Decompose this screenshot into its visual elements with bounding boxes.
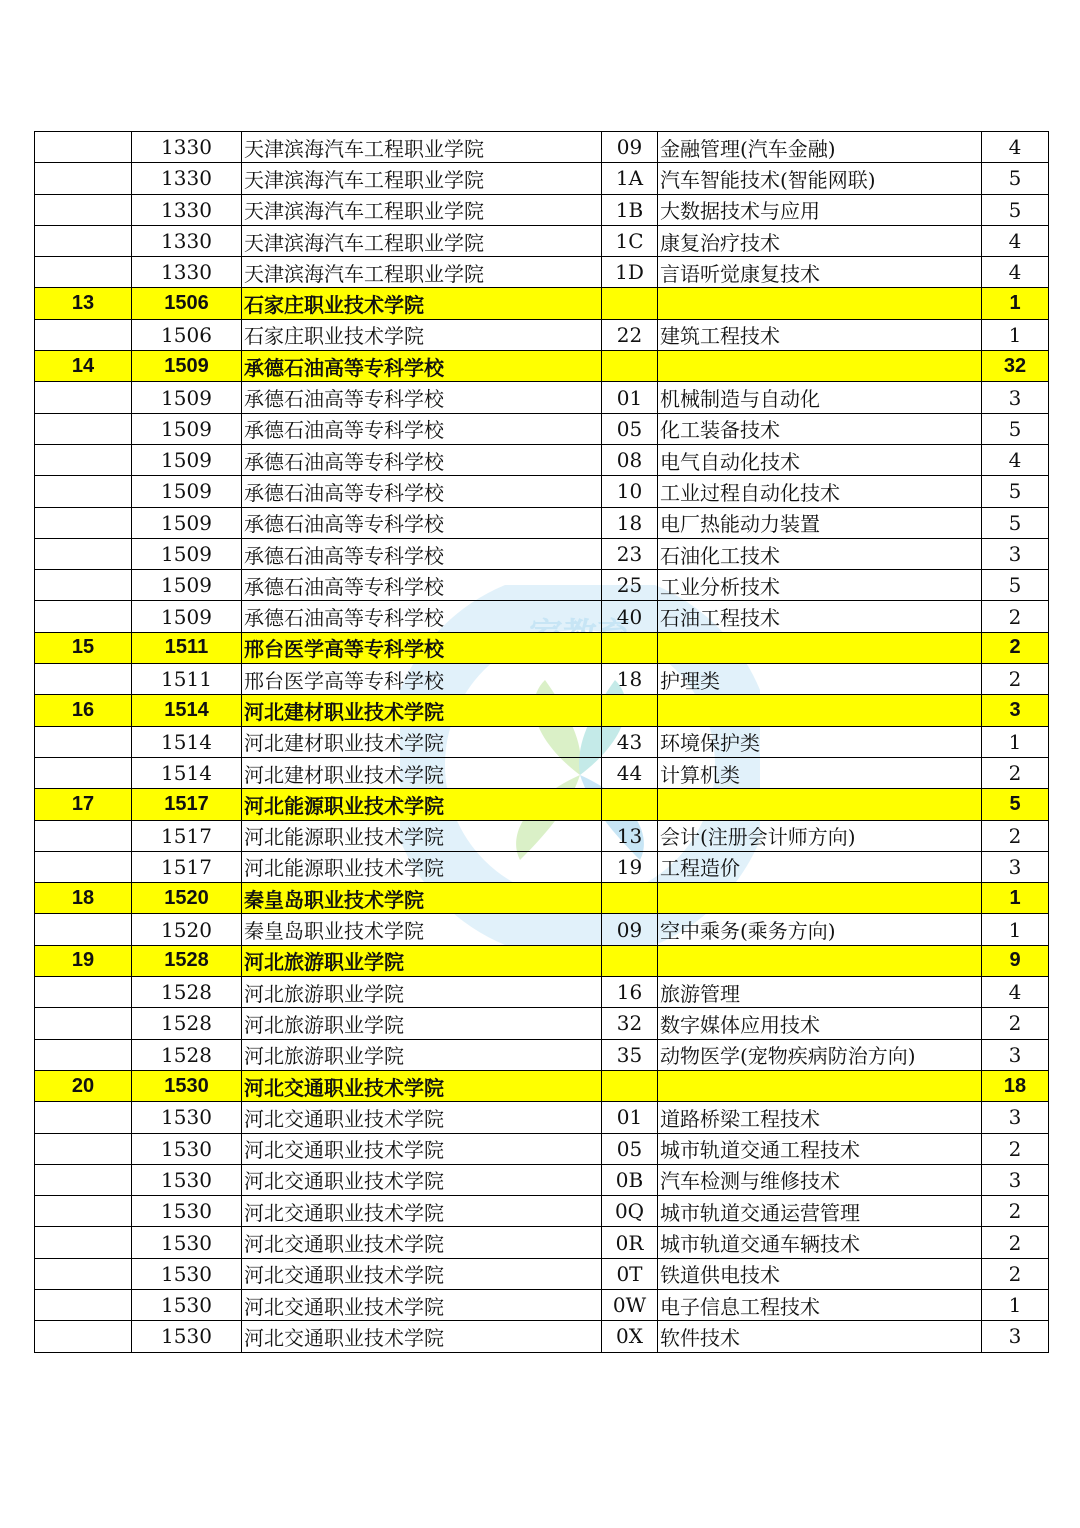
major-name-cell: 石油工程技术 — [658, 601, 982, 632]
school-code-cell: 1511 — [132, 664, 242, 695]
school-summary-row — [35, 351, 1049, 382]
school-code-cell: 1530 — [132, 1196, 242, 1227]
count-cell: 2 — [982, 1133, 1049, 1164]
major-code-cell: 22 — [602, 319, 658, 350]
major-detail-row — [35, 726, 1049, 757]
school-name-cell: 天津滨海汽车工程职业学院 — [242, 194, 602, 225]
school-code-cell: 1330 — [132, 257, 242, 288]
school-name-cell: 承德石油高等专科学校 — [242, 601, 602, 632]
school-code-cell: 1528 — [132, 1039, 242, 1070]
count-cell: 18 — [982, 1070, 1049, 1101]
school-code-cell: 1514 — [132, 726, 242, 757]
count-cell: 5 — [982, 163, 1049, 194]
count-cell: 2 — [982, 820, 1049, 851]
school-name-cell: 承德石油高等专科学校 — [242, 444, 602, 475]
major-name-cell — [658, 1070, 982, 1101]
major-code-cell — [602, 632, 658, 663]
school-name-cell: 河北交通职业技术学院 — [242, 1258, 602, 1289]
major-name-cell: 金融管理(汽车金融) — [658, 132, 982, 163]
major-name-cell: 环境保护类 — [658, 726, 982, 757]
major-detail-row — [35, 1196, 1049, 1227]
seq-cell: 17 — [35, 789, 132, 820]
school-code-cell: 1514 — [132, 757, 242, 788]
major-name-cell: 电气自动化技术 — [658, 444, 982, 475]
seq-cell — [35, 444, 132, 475]
school-name-cell: 秦皇岛职业技术学院 — [242, 883, 602, 914]
major-code-cell: 18 — [602, 664, 658, 695]
major-code-cell: 1D — [602, 257, 658, 288]
school-code-cell: 1530 — [132, 1289, 242, 1320]
school-name-cell: 河北旅游职业学院 — [242, 945, 602, 976]
school-name-cell: 河北旅游职业学院 — [242, 1008, 602, 1039]
count-cell: 4 — [982, 132, 1049, 163]
count-cell: 5 — [982, 476, 1049, 507]
school-name-cell: 河北建材职业技术学院 — [242, 695, 602, 726]
seq-cell: 20 — [35, 1070, 132, 1101]
school-code-cell: 1514 — [132, 695, 242, 726]
major-detail-row — [35, 163, 1049, 194]
count-cell: 3 — [982, 695, 1049, 726]
school-name-cell: 天津滨海汽车工程职业学院 — [242, 225, 602, 256]
major-name-cell: 动物医学(宠物疾病防治方向) — [658, 1039, 982, 1070]
count-cell: 2 — [982, 632, 1049, 663]
seq-cell — [35, 1102, 132, 1133]
seq-cell — [35, 1289, 132, 1320]
count-cell: 1 — [982, 319, 1049, 350]
school-summary-row — [35, 789, 1049, 820]
school-name-cell: 河北交通职业技术学院 — [242, 1321, 602, 1352]
major-code-cell — [602, 1070, 658, 1101]
major-code-cell: 16 — [602, 977, 658, 1008]
school-code-cell: 1509 — [132, 570, 242, 601]
school-name-cell: 邢台医学高等专科学校 — [242, 664, 602, 695]
school-code-cell: 1330 — [132, 194, 242, 225]
major-code-cell: 1B — [602, 194, 658, 225]
major-name-cell: 汽车智能技术(智能网联) — [658, 163, 982, 194]
seq-cell — [35, 257, 132, 288]
major-detail-row — [35, 570, 1049, 601]
seq-cell — [35, 1164, 132, 1195]
school-name-cell: 承德石油高等专科学校 — [242, 570, 602, 601]
major-name-cell: 护理类 — [658, 664, 982, 695]
major-code-cell: 10 — [602, 476, 658, 507]
seq-cell: 15 — [35, 632, 132, 663]
major-code-cell: 0W — [602, 1289, 658, 1320]
major-detail-row — [35, 1227, 1049, 1258]
school-code-cell: 1506 — [132, 319, 242, 350]
major-detail-row — [35, 601, 1049, 632]
school-name-cell: 河北交通职业技术学院 — [242, 1289, 602, 1320]
count-cell: 3 — [982, 1102, 1049, 1133]
major-detail-row — [35, 664, 1049, 695]
major-detail-row — [35, 977, 1049, 1008]
school-code-cell: 1330 — [132, 225, 242, 256]
count-cell: 2 — [982, 757, 1049, 788]
school-summary-row — [35, 1070, 1049, 1101]
school-name-cell: 承德石油高等专科学校 — [242, 382, 602, 413]
school-code-cell: 1530 — [132, 1164, 242, 1195]
major-code-cell: 40 — [602, 601, 658, 632]
count-cell: 5 — [982, 194, 1049, 225]
major-code-cell — [602, 288, 658, 319]
school-code-cell: 1509 — [132, 507, 242, 538]
major-name-cell — [658, 632, 982, 663]
count-cell: 2 — [982, 601, 1049, 632]
major-name-cell: 城市轨道交通工程技术 — [658, 1133, 982, 1164]
major-code-cell — [602, 945, 658, 976]
major-name-cell: 数字媒体应用技术 — [658, 1008, 982, 1039]
seq-cell — [35, 977, 132, 1008]
major-detail-row — [35, 914, 1049, 945]
major-name-cell: 城市轨道交通运营管理 — [658, 1196, 982, 1227]
seq-cell — [35, 132, 132, 163]
school-name-cell: 河北交通职业技术学院 — [242, 1102, 602, 1133]
major-name-cell: 汽车检测与维修技术 — [658, 1164, 982, 1195]
school-name-cell: 石家庄职业技术学院 — [242, 288, 602, 319]
major-code-cell: 19 — [602, 851, 658, 882]
school-code-cell: 1509 — [132, 538, 242, 569]
major-name-cell — [658, 883, 982, 914]
school-code-cell: 1509 — [132, 444, 242, 475]
major-name-cell: 大数据技术与应用 — [658, 194, 982, 225]
major-code-cell: 09 — [602, 914, 658, 945]
major-detail-row — [35, 1008, 1049, 1039]
major-name-cell: 电子信息工程技术 — [658, 1289, 982, 1320]
seq-cell: 16 — [35, 695, 132, 726]
seq-cell — [35, 476, 132, 507]
seq-cell — [35, 413, 132, 444]
major-code-cell: 0B — [602, 1164, 658, 1195]
school-name-cell: 石家庄职业技术学院 — [242, 319, 602, 350]
major-detail-row — [35, 1164, 1049, 1195]
count-cell: 1 — [982, 726, 1049, 757]
school-name-cell: 河北能源职业技术学院 — [242, 851, 602, 882]
major-detail-row — [35, 257, 1049, 288]
school-name-cell: 邢台医学高等专科学校 — [242, 632, 602, 663]
school-name-cell: 河北交通职业技术学院 — [242, 1227, 602, 1258]
count-cell: 3 — [982, 851, 1049, 882]
school-name-cell: 承德石油高等专科学校 — [242, 351, 602, 382]
count-cell: 3 — [982, 538, 1049, 569]
major-detail-row — [35, 476, 1049, 507]
seq-cell — [35, 163, 132, 194]
major-detail-row — [35, 507, 1049, 538]
school-code-cell: 1530 — [132, 1227, 242, 1258]
seq-cell — [35, 319, 132, 350]
seq-cell — [35, 1133, 132, 1164]
major-code-cell: 01 — [602, 382, 658, 413]
count-cell: 2 — [982, 1227, 1049, 1258]
major-code-cell — [602, 789, 658, 820]
major-code-cell: 44 — [602, 757, 658, 788]
enrollment-table — [34, 131, 1049, 1353]
seq-cell — [35, 851, 132, 882]
school-code-cell: 1509 — [132, 351, 242, 382]
school-code-cell: 1528 — [132, 977, 242, 1008]
school-name-cell: 天津滨海汽车工程职业学院 — [242, 257, 602, 288]
school-name-cell: 秦皇岛职业技术学院 — [242, 914, 602, 945]
major-code-cell: 0Q — [602, 1196, 658, 1227]
school-name-cell: 河北交通职业技术学院 — [242, 1164, 602, 1195]
major-name-cell: 软件技术 — [658, 1321, 982, 1352]
school-name-cell: 河北旅游职业学院 — [242, 1039, 602, 1070]
major-name-cell: 石油化工技术 — [658, 538, 982, 569]
major-code-cell: 43 — [602, 726, 658, 757]
major-name-cell: 工业分析技术 — [658, 570, 982, 601]
count-cell: 1 — [982, 914, 1049, 945]
major-detail-row — [35, 820, 1049, 851]
major-code-cell: 09 — [602, 132, 658, 163]
school-code-cell: 1530 — [132, 1102, 242, 1133]
count-cell: 1 — [982, 1289, 1049, 1320]
major-detail-row — [35, 382, 1049, 413]
major-name-cell — [658, 789, 982, 820]
major-detail-row — [35, 444, 1049, 475]
school-code-cell: 1520 — [132, 914, 242, 945]
school-summary-row — [35, 288, 1049, 319]
seq-cell — [35, 538, 132, 569]
school-code-cell: 1506 — [132, 288, 242, 319]
count-cell: 1 — [982, 883, 1049, 914]
major-detail-row — [35, 319, 1049, 350]
school-name-cell: 天津滨海汽车工程职业学院 — [242, 163, 602, 194]
major-name-cell: 旅游管理 — [658, 977, 982, 1008]
major-detail-row — [35, 1133, 1049, 1164]
major-name-cell: 化工装备技术 — [658, 413, 982, 444]
seq-cell: 18 — [35, 883, 132, 914]
major-detail-row — [35, 851, 1049, 882]
count-cell: 2 — [982, 664, 1049, 695]
school-code-cell: 1517 — [132, 820, 242, 851]
school-summary-row — [35, 945, 1049, 976]
major-name-cell: 言语听觉康复技术 — [658, 257, 982, 288]
major-code-cell — [602, 695, 658, 726]
major-name-cell: 康复治疗技术 — [658, 225, 982, 256]
count-cell: 9 — [982, 945, 1049, 976]
count-cell: 4 — [982, 225, 1049, 256]
seq-cell — [35, 1258, 132, 1289]
major-name-cell — [658, 945, 982, 976]
major-name-cell — [658, 288, 982, 319]
school-code-cell: 1530 — [132, 1070, 242, 1101]
school-name-cell: 河北交通职业技术学院 — [242, 1133, 602, 1164]
major-name-cell: 计算机类 — [658, 757, 982, 788]
seq-cell — [35, 570, 132, 601]
major-code-cell: 05 — [602, 413, 658, 444]
seq-cell — [35, 757, 132, 788]
major-code-cell: 1C — [602, 225, 658, 256]
count-cell: 4 — [982, 257, 1049, 288]
school-code-cell: 1330 — [132, 132, 242, 163]
seq-cell — [35, 914, 132, 945]
school-summary-row — [35, 695, 1049, 726]
major-code-cell: 08 — [602, 444, 658, 475]
major-code-cell: 1A — [602, 163, 658, 194]
major-name-cell: 工程造价 — [658, 851, 982, 882]
major-detail-row — [35, 194, 1049, 225]
major-code-cell — [602, 883, 658, 914]
school-code-cell: 1511 — [132, 632, 242, 663]
school-name-cell: 承德石油高等专科学校 — [242, 538, 602, 569]
major-name-cell: 城市轨道交通车辆技术 — [658, 1227, 982, 1258]
major-code-cell: 05 — [602, 1133, 658, 1164]
seq-cell — [35, 225, 132, 256]
school-code-cell: 1530 — [132, 1321, 242, 1352]
major-detail-row — [35, 1102, 1049, 1133]
school-code-cell: 1528 — [132, 945, 242, 976]
seq-cell — [35, 601, 132, 632]
count-cell: 2 — [982, 1008, 1049, 1039]
school-code-cell: 1330 — [132, 163, 242, 194]
school-code-cell: 1517 — [132, 789, 242, 820]
school-code-cell: 1530 — [132, 1258, 242, 1289]
major-name-cell: 道路桥梁工程技术 — [658, 1102, 982, 1133]
seq-cell — [35, 1227, 132, 1258]
school-code-cell: 1509 — [132, 476, 242, 507]
count-cell: 3 — [982, 1321, 1049, 1352]
major-detail-row — [35, 1321, 1049, 1352]
major-detail-row — [35, 413, 1049, 444]
school-code-cell: 1509 — [132, 413, 242, 444]
seq-cell: 13 — [35, 288, 132, 319]
major-name-cell: 工业过程自动化技术 — [658, 476, 982, 507]
school-name-cell: 河北交通职业技术学院 — [242, 1196, 602, 1227]
major-detail-row — [35, 538, 1049, 569]
school-name-cell: 承德石油高等专科学校 — [242, 476, 602, 507]
seq-cell — [35, 1008, 132, 1039]
seq-cell: 14 — [35, 351, 132, 382]
count-cell: 3 — [982, 1164, 1049, 1195]
school-code-cell: 1528 — [132, 1008, 242, 1039]
school-name-cell: 河北建材职业技术学院 — [242, 726, 602, 757]
school-name-cell: 河北能源职业技术学院 — [242, 820, 602, 851]
school-summary-row — [35, 632, 1049, 663]
major-detail-row — [35, 1289, 1049, 1320]
school-name-cell: 天津滨海汽车工程职业学院 — [242, 132, 602, 163]
major-code-cell: 35 — [602, 1039, 658, 1070]
major-code-cell: 13 — [602, 820, 658, 851]
major-name-cell: 建筑工程技术 — [658, 319, 982, 350]
major-detail-row — [35, 1258, 1049, 1289]
major-code-cell: 32 — [602, 1008, 658, 1039]
major-name-cell: 会计(注册会计师方向) — [658, 820, 982, 851]
seq-cell — [35, 1196, 132, 1227]
major-code-cell: 0R — [602, 1227, 658, 1258]
count-cell: 3 — [982, 382, 1049, 413]
major-detail-row — [35, 132, 1049, 163]
major-code-cell: 0T — [602, 1258, 658, 1289]
seq-cell: 19 — [35, 945, 132, 976]
count-cell: 1 — [982, 288, 1049, 319]
major-code-cell: 01 — [602, 1102, 658, 1133]
count-cell: 3 — [982, 1039, 1049, 1070]
school-code-cell: 1530 — [132, 1133, 242, 1164]
seq-cell — [35, 1039, 132, 1070]
school-name-cell: 承德石油高等专科学校 — [242, 507, 602, 538]
school-summary-row — [35, 883, 1049, 914]
count-cell: 2 — [982, 1258, 1049, 1289]
major-code-cell: 0X — [602, 1321, 658, 1352]
count-cell: 4 — [982, 444, 1049, 475]
major-name-cell — [658, 351, 982, 382]
school-name-cell: 河北能源职业技术学院 — [242, 789, 602, 820]
major-name-cell: 电厂热能动力装置 — [658, 507, 982, 538]
school-code-cell: 1517 — [132, 851, 242, 882]
seq-cell — [35, 382, 132, 413]
count-cell: 5 — [982, 413, 1049, 444]
count-cell: 5 — [982, 570, 1049, 601]
seq-cell — [35, 507, 132, 538]
count-cell: 5 — [982, 789, 1049, 820]
seq-cell — [35, 194, 132, 225]
school-code-cell: 1509 — [132, 601, 242, 632]
major-name-cell: 机械制造与自动化 — [658, 382, 982, 413]
school-name-cell: 承德石油高等专科学校 — [242, 413, 602, 444]
major-code-cell: 18 — [602, 507, 658, 538]
enrollment-table-body — [35, 132, 1049, 1353]
major-code-cell: 23 — [602, 538, 658, 569]
count-cell: 5 — [982, 507, 1049, 538]
school-name-cell: 河北建材职业技术学院 — [242, 757, 602, 788]
major-name-cell — [658, 695, 982, 726]
seq-cell — [35, 1321, 132, 1352]
school-name-cell: 河北交通职业技术学院 — [242, 1070, 602, 1101]
major-detail-row — [35, 757, 1049, 788]
count-cell: 2 — [982, 1196, 1049, 1227]
major-name-cell: 空中乘务(乘务方向) — [658, 914, 982, 945]
count-cell: 32 — [982, 351, 1049, 382]
seq-cell — [35, 726, 132, 757]
school-name-cell: 河北旅游职业学院 — [242, 977, 602, 1008]
major-detail-row — [35, 225, 1049, 256]
seq-cell — [35, 664, 132, 695]
major-name-cell: 铁道供电技术 — [658, 1258, 982, 1289]
major-code-cell — [602, 351, 658, 382]
major-code-cell: 25 — [602, 570, 658, 601]
school-code-cell: 1509 — [132, 382, 242, 413]
seq-cell — [35, 820, 132, 851]
major-detail-row — [35, 1039, 1049, 1070]
count-cell: 4 — [982, 977, 1049, 1008]
school-code-cell: 1520 — [132, 883, 242, 914]
